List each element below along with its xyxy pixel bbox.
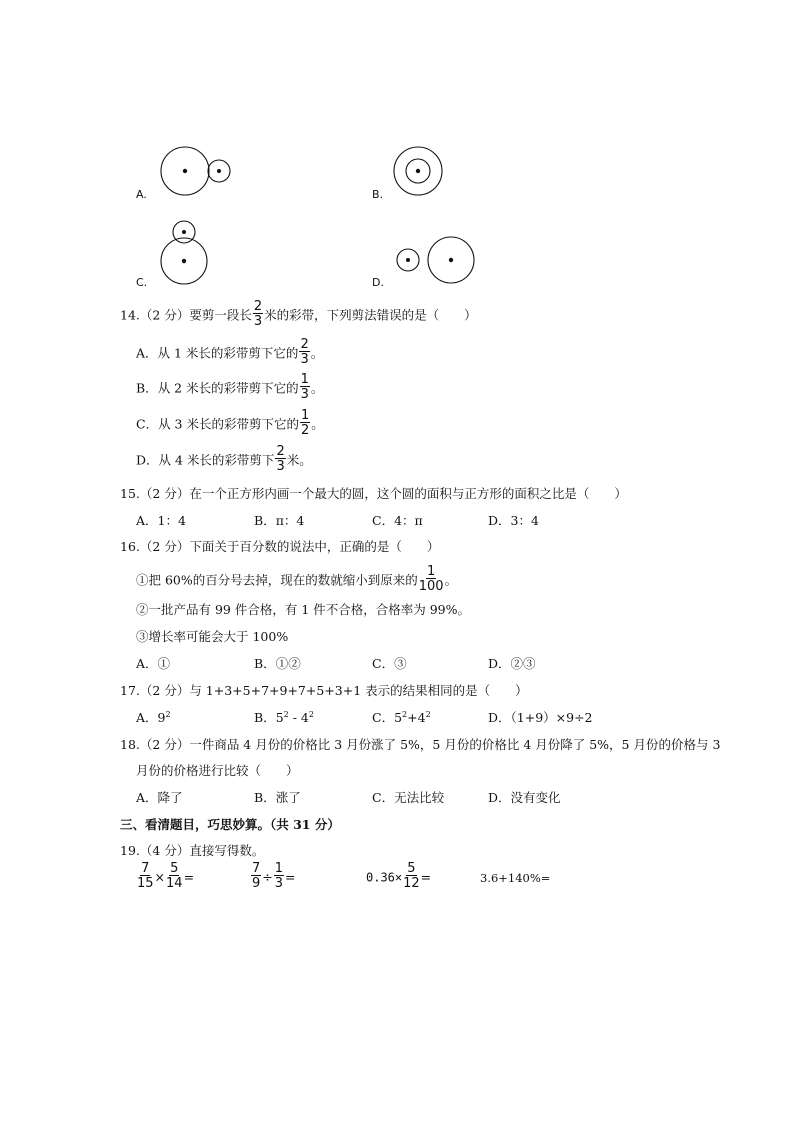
q18-option-c[interactable]: C．无法比较: [372, 790, 445, 805]
q13-option-b-figure: [390, 140, 460, 200]
fraction: $\frac{2}{3}$: [300, 337, 309, 367]
q19-stem: 19.（4 分）直接写得数。: [120, 843, 265, 858]
q13-option-a-label[interactable]: A.: [136, 188, 147, 201]
q17-option-c[interactable]: C．$5^2+4^2$: [372, 709, 431, 725]
q16-option-c[interactable]: C．③: [372, 656, 407, 671]
q16-statement-3: ③增长率可能会大于 100%: [136, 629, 289, 644]
q16-stem: 16.（2 分）下面关于百分数的说法中，正确的是（ ）: [120, 539, 440, 554]
q13-option-d-figure: [390, 230, 490, 290]
q13-option-d-label[interactable]: D.: [372, 276, 384, 289]
q13-option-c-label[interactable]: C.: [136, 276, 148, 289]
q14-option-b[interactable]: B．从 2 米长的彩带剪下它的 $\frac{1}{3}$ 。: [136, 372, 324, 402]
center-dot: [183, 169, 187, 173]
q16-option-b[interactable]: B．①②: [254, 656, 301, 671]
q14-option-d[interactable]: D．从 4 米长的彩带剪下 $\frac{2}{3}$ 米。: [136, 444, 312, 474]
fraction: $\frac{1}{3}$: [300, 372, 309, 402]
center-dot: [182, 230, 186, 234]
q16-option-d[interactable]: D．②③: [488, 656, 536, 671]
q16-statement-1: ①把 60%的百分号去掉，现在的数就缩小到原来的 $\frac{1}{100}$ 。: [136, 564, 458, 594]
q15-stem: 15.（2 分）在一个正方形内画一个最大的圆，这个圆的面积与正方形的面积之比是（ ）: [120, 486, 627, 501]
center-dot: [416, 169, 420, 173]
q15-option-a[interactable]: A．1：4: [136, 513, 186, 528]
q19-expression-2: $\frac{7}{9}$ ÷ $\frac{1}{3}$ =: [252, 861, 296, 891]
q18-stem-line2: 月份的价格进行比较（ ）: [136, 763, 299, 778]
fraction: $\frac{2}{3}$: [276, 444, 285, 474]
q14-option-a[interactable]: A．从 1 米长的彩带剪下它的 $\frac{2}{3}$ 。: [136, 337, 324, 367]
center-dot: [217, 169, 221, 173]
q15-option-b[interactable]: B．π：4: [254, 513, 305, 528]
q19-expression-3: 0.36× $\frac{5}{12}$ =: [366, 861, 432, 891]
q19-expression-4: 3.6+140%=: [480, 871, 551, 885]
q13-option-b-label[interactable]: B.: [372, 188, 384, 201]
q17-option-d[interactable]: D．（1+9）×9÷2: [488, 710, 593, 725]
q15-option-d[interactable]: D．3：4: [488, 513, 539, 528]
q17-option-a[interactable]: A．$9^2$: [136, 709, 171, 725]
q17-stem: 17.（2 分）与 1+3+5+7+9+7+5+3+1 表示的结果相同的是（ ）: [120, 683, 528, 698]
q15-option-c[interactable]: C．4：π: [372, 513, 423, 528]
q18-option-a[interactable]: A．降了: [136, 790, 183, 805]
center-dot: [182, 259, 186, 263]
q14-stem: 14.（2 分）要剪一段长 $\frac{2}{3}$ 米的彩带，下列剪法错误的是（ ）: [120, 299, 477, 329]
q13-option-a-figure: [150, 140, 250, 200]
q16-option-a[interactable]: A．①: [136, 656, 171, 671]
q17-option-b[interactable]: B．$5^2 - 4^2$: [254, 709, 314, 725]
section-title: 三、看清题目，巧思妙算。（共 31 分）: [120, 817, 340, 832]
q18-option-b[interactable]: B．涨了: [254, 790, 301, 805]
q16-statement-2: ②一批产品有 99 件合格，有 1 件不合格，合格率为 99%。: [136, 602, 471, 617]
q14-option-c[interactable]: C．从 3 米长的彩带剪下它的 $\frac{1}{2}$ 。: [136, 408, 324, 438]
question-number: 14.: [120, 307, 140, 323]
q18-option-d[interactable]: D．没有变化: [488, 790, 561, 805]
q19-expression-1: $\frac{7}{15}$ × $\frac{5}{14}$ =: [137, 861, 195, 891]
fraction: $\frac{1}{2}$: [300, 408, 310, 438]
fraction: $\frac{1}{100}$: [418, 564, 444, 594]
q13-option-c-figure: [150, 215, 220, 287]
center-dot: [406, 258, 410, 262]
center-dot: [449, 258, 453, 262]
score: （2 分）: [139, 307, 190, 323]
q18-stem-line1: 18.（2 分）一件商品 4 月份的价格比 3 月份涨了 5%，5 月份的价格比 4 月份降了 5%，5 月份的价格与 3: [120, 737, 721, 752]
fraction: $\frac{2}{3}$: [253, 299, 263, 329]
